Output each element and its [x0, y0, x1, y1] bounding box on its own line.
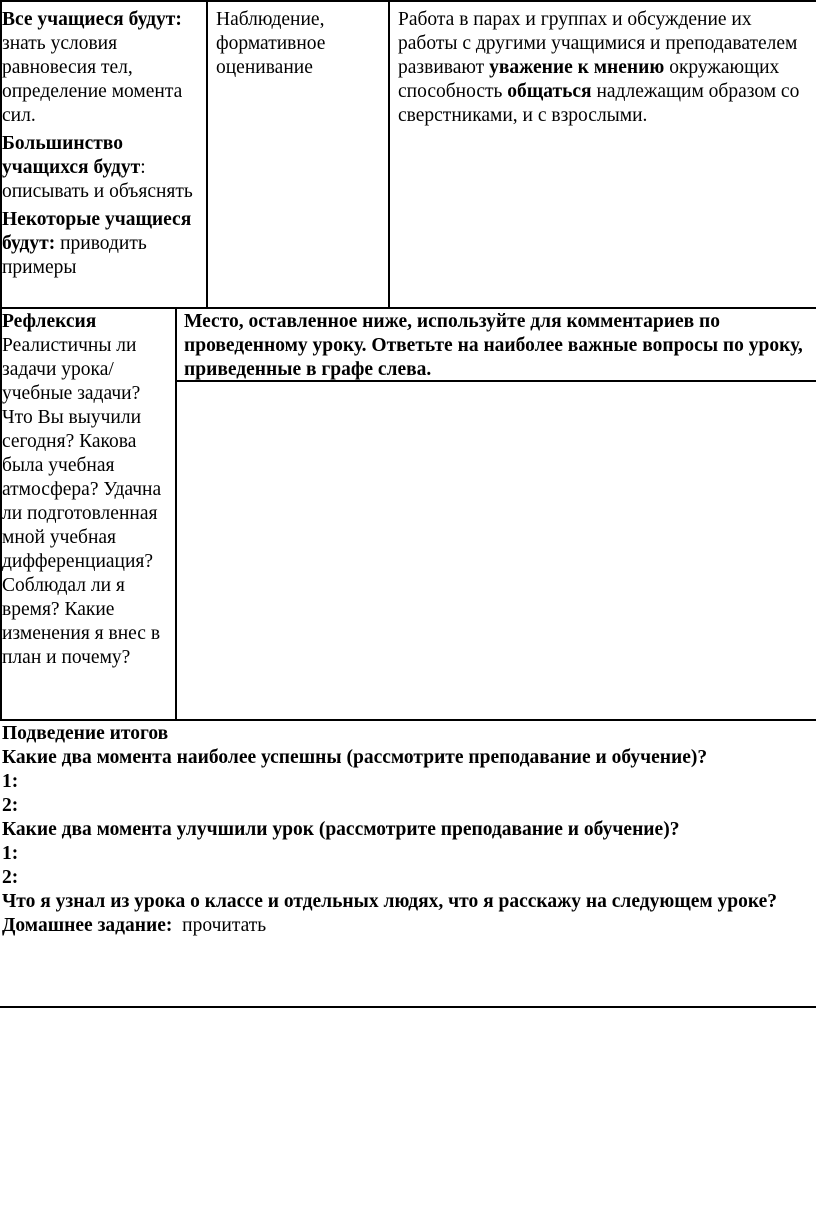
objectives-some-text: приводить примеры	[2, 233, 147, 278]
values-text	[398, 8, 808, 128]
objectives-some-label: Некоторые учащиеся будут:	[2, 209, 192, 254]
homework	[2, 914, 812, 938]
reflection-instruction: Место, оставленное ниже, используйте для комментариев по проведенному уроку. Ответьте на наиболее важные вопросы по уроку, приведенные в графе слева.	[184, 311, 803, 380]
values-text-2: окружающих способность	[398, 57, 780, 102]
summary-improve-item-1: 1:	[2, 843, 19, 864]
col1-divider	[206, 0, 208, 308]
objectives-all-label: Все учащиеся будут:	[2, 9, 182, 30]
objectives-all-text: знать условия равновесия тел, определение момента сил.	[2, 33, 183, 126]
objectives-some	[2, 208, 202, 280]
summary-title: Подведение итогов	[2, 723, 169, 744]
objectives-most-label: Большинство учащихся будут	[2, 133, 141, 178]
row2-divider	[0, 719, 816, 721]
reflection-questions: Реалистичны ли задачи урока/учебные задачи? Что Вы выучили сегодня? Какова была учебная атмосфера? Удачна ли подготовленная мной учебная дифференциация? Соблюдал ли я время? Какие изменения я внес в план и почему?	[2, 335, 162, 668]
assessment-cell	[216, 8, 384, 80]
objectives-most	[2, 132, 202, 204]
summary-success-item-2: 2:	[2, 795, 19, 816]
values-bold-respect: уважение к мнению	[489, 57, 665, 78]
objectives-cell	[2, 8, 202, 280]
homework-value: прочитать	[172, 915, 267, 936]
summary-improve-item-2: 2:	[2, 867, 19, 888]
values-text-3: надлежащим образом со сверстниками, и с взрослыми.	[398, 81, 800, 126]
reflection-title: Рефлексия	[2, 311, 97, 332]
reflection-instruction-cell	[184, 310, 812, 382]
summary-question-improve: Какие два момента улучшили урок (рассмотрите преподавание и обучение)?	[2, 819, 680, 840]
summary-success-item-1: 1:	[2, 771, 19, 792]
objectives-most-text: : описывать и объяснять	[2, 157, 193, 202]
summary-question-learned: Что я узнал из урока о классе и отдельных людях, что я расскажу на следующем уроке?	[2, 891, 778, 912]
summary-question-success: Какие два момента наиболее успешны (рассмотрите преподавание и обучение)?	[2, 747, 708, 768]
bottom-rule	[0, 1006, 816, 1008]
homework-label: Домашнее задание:	[2, 915, 173, 936]
values-cell	[398, 8, 808, 128]
values-text-1: Работа в парах и группах и обсуждение их работы с другими учащимися и преподавателем развивают	[398, 9, 798, 78]
col2-divider	[388, 0, 390, 308]
row1-divider	[0, 307, 816, 309]
values-bold-communicate: общаться	[507, 81, 592, 102]
assessment-text: Наблюдение, формативное оценивание	[216, 9, 326, 78]
reflection-cell	[2, 310, 172, 670]
table-border-top	[0, 0, 816, 2]
objectives-all	[2, 8, 202, 128]
summary-section	[2, 722, 812, 938]
reflection-comments-area[interactable]	[177, 382, 816, 719]
